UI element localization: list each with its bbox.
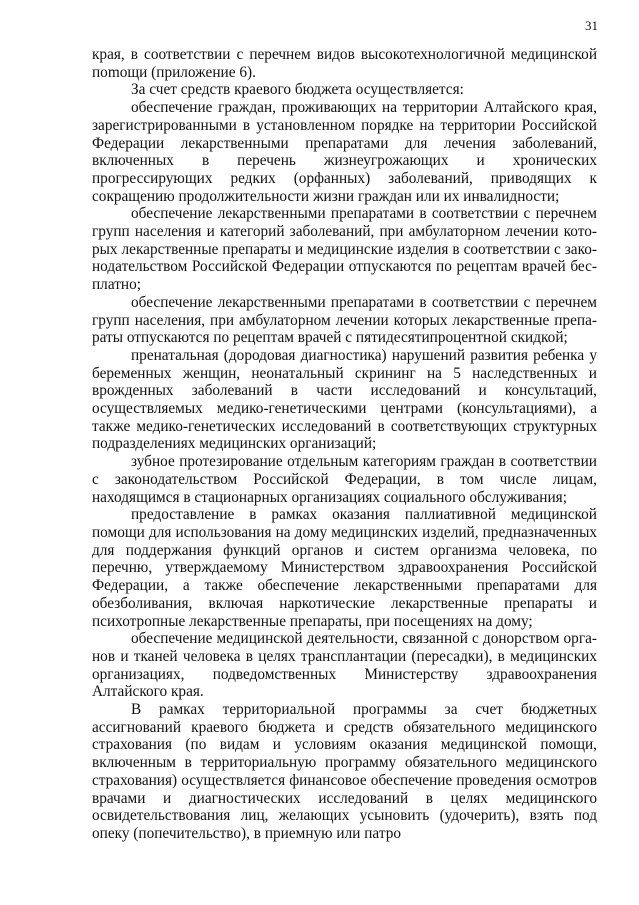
paragraph-palliative-care: предоставление в рамках оказания паллиативной медицинской помощи для использования на дому медицинских изделий, предназначенных для поддержания функций органов и систем организма человека, по перечню, утверждаемому Министерством здравоохранения Российской Федерации, а также обеспечение лекарственными препаратами для обезболивания, включая наркотические лекарственные препараты и психотропные лекарственные препараты, при посещениях на дому; xyxy=(92,506,597,630)
paragraph-continuation: края, в соответствии с перечнем видов высокотехнологичной медицинской поmощи (приложение 6). xyxy=(92,46,597,81)
paragraph-budget-intro: За счет средств краевого бюджета осуществляется: xyxy=(131,81,464,99)
paragraph-free-prescriptions: обеспечение лекарственными препаратами в соответствии с перечнем групп населения и категорий заболеваний, при амбулаторном лечении которых лекарственные препараты и медицинские изделия в соответствии с законодательством Российской Федерации отпускаются по рецептам врачей бесплатно; xyxy=(92,205,597,294)
paragraph-prenatal-diagnostics: пренатальная (дородовая диагностика) нарушений развития ребенка у беременных женщин, неонатальный скрининг на 5 наследственных и врожденных заболеваний в части исследований и консультаций, осуществляемых медико-генетическими центрами (консультациями), а также медико-генетических исследований в соответствующих структурных подразделениях медицинских организаций; xyxy=(92,346,597,453)
paragraph-organ-donation: обеспечение медицинской деятельности, связанной с донорством органов и тканей человека в целях трансплантации (пересадки), в медицинских организациях, подведомственных Министерству здравоохранения Алтайского края. xyxy=(92,630,597,701)
document-body xyxy=(92,46,597,843)
paragraph-orphan-diseases: обеспечение граждан, проживающих на территории Алтайского края, зарегистрированными в установленном порядке на территории Российской Федерации лекарственными препаратами для лечения заболеваний, включенных в перечень жизнеугрожающих и хронических прогрессирующих редких (орфанных) заболеваний, приводящих к сокращению продолжительности жизни граждан или их инвалидности; xyxy=(92,99,597,205)
page-number: 31 xyxy=(585,18,598,33)
paragraph-territorial-program: В рамках территориальной программы за счет бюджетных ассигнований краевого бюджета и средств обязательного медицинского страхования (по видам и условиям оказания медицинской помощи, включенным в территориальную программу обязательного медицинского страхования) осуществляется финансовое обеспечение проведения осмотров врачами и диагностических исследований в целях медицинского освидетельствования лиц, желающих усыновить (удочерить), взять под опеку (попечительство), в приемную или патро xyxy=(92,701,597,842)
paragraph-discount-prescriptions: обеспечение лекарственными препаратами в соответствии с перечнем групп населения, при амбулаторном лечении которых лекарственные препараты отпускаются по рецептам врачей с пятидесятипроцентной скидкой; xyxy=(92,293,597,347)
paragraph-dental-prosthetics: зубное протезирование отдельным категориям граждан в соответствии с законодательством Российской Федерации, в том числе лицам, находящимся в стационарных организациях социального обслуживания; xyxy=(92,453,597,506)
